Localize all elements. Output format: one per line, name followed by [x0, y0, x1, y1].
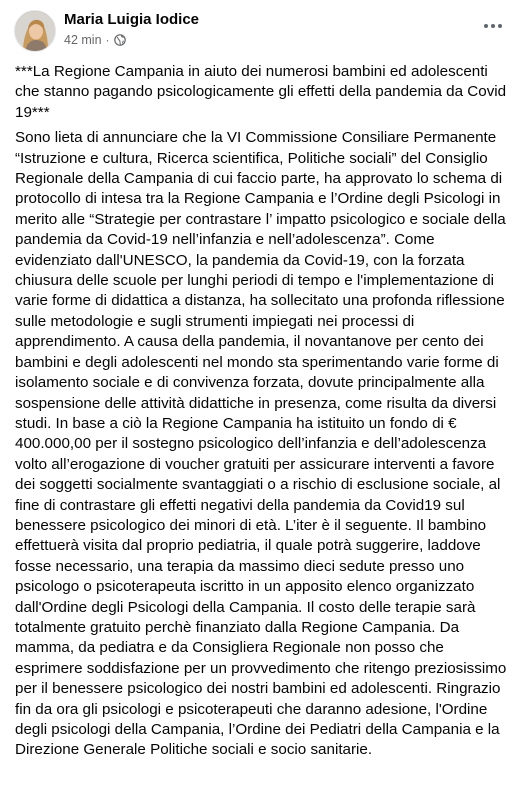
post-timestamp[interactable]: 42 min — [64, 33, 102, 47]
author-avatar[interactable] — [14, 10, 56, 52]
more-options-icon[interactable] — [479, 16, 507, 36]
post-main-paragraph: Sono lieta di annunciare che la VI Commissione Consiliare Permanente “Istruzione e cultura, Ricerca scientifica, Politiche sociali” del Consiglio Regionale della Campania di cui faccio parte, ha approvato lo schema di protocollo di intesa tra la Regione Campania e l’Ordine degli Psicologi in merito alle “Strategie per contrastare l’ impatto psicologico e sociale della pandemia da Covid-19 nell’infanzia e nell’adolescenza”. Come evidenziato dall'UNESCO, la pandemia da Covid-19, con la forzata chiusura delle scuole per lunghi periodi di tempo e l'implementazione di varie forme di didattica a distanza, ha sollecitato una profonda riflessione sulle metodologie e sugli strumenti impiegati nei processi di apprendimento. A causa della pandemia, il novantanove per cento dei bambini e degli adolescenti nel mondo sta sperimentando varie forme di isolamento sociale e di convivenza forzata, dovute principalmente alla sospensione delle attività didattiche in presenza, come risulta da diversi studi. In base a ciò la Regione Campania ha istituito un fondo di € 400.000,00 per il sostegno psicologico dell’infanzia e dell’adolescenza volto all’erogazione di voucher gratuiti per assicurare interventi a favore dei soggetti socialmente svantaggiati o a rischio di esclusione sociale, al fine di contrastare gli effetti negativi della pandemia da Covid19 sul benessere psicologico dei minori di età. L’iter è il seguente. Il bambino effettuerà visita dal proprio pediatria, il quale potrà suggerire, laddove fosse necessario, una terapia da massimo dieci sedute presso uno psicologo o psicoterapeuta iscritto in un apposito elenco organizzato dall'Ordine degli Psicologi della Campania. Il costo delle terapie sarà totalmente gratuito perchè finanziato dalla Regione Campania. Da mamma, da pediatra e da Consigliera Regionale non posso che esprimere soddisfazione per un provvedimento che ritengo preziosissimo per il benessere psicologico dei nostri bambini ed adolescenti. Ringrazio fin da ora gli psicologi e psicoterapeuti che daranno adesione, l'Ordine degli psicologi della Campania, l’Ordine dei Pediatri della Campania e la Direzione Generale Politiche sociali e socio sanitarie. — [15, 129, 507, 759]
post-title-paragraph: ***La Regione Campania in aiuto dei numerosi bambini ed adolescenti che stanno pagando psicologicamente gli effetti della pandemia da Covid 19*** — [15, 63, 507, 121]
post-meta — [64, 33, 126, 47]
author-name[interactable]: Maria Luigia Iodice — [64, 11, 200, 28]
meta-separator: · — [105, 33, 110, 47]
ellipsis-glyph — [483, 23, 503, 29]
globe-icon[interactable] — [114, 34, 126, 46]
avatar-image — [15, 11, 55, 51]
post-header — [14, 8, 511, 54]
post-body — [15, 62, 511, 761]
